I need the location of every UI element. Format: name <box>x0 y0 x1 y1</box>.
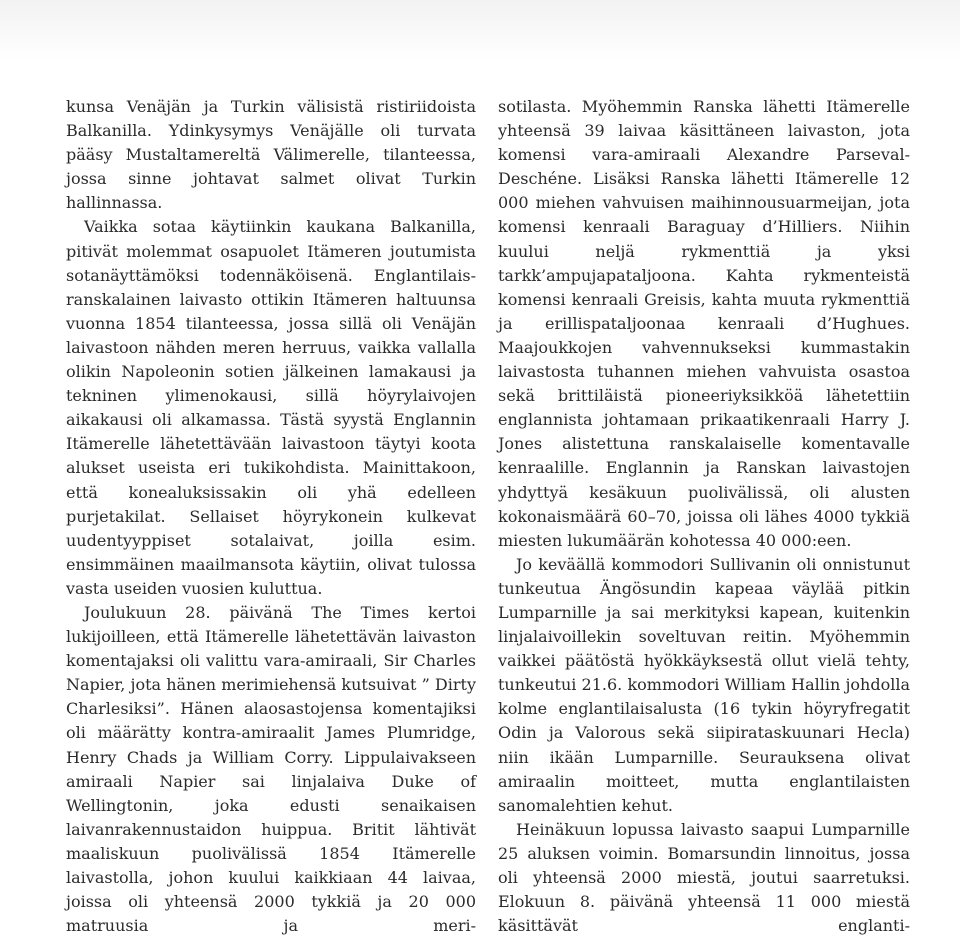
paragraph: Jo keväällä kommodori Sullivanin oli onnistunut tunkeutua Ängösundin kapeaa väylää pitkin Lumparnille ja sai merkityksi kapean, kuitenkin linjalaivoillekin soveltuvan reitin. Myöhemmin vaikkei päätöstä hyökkäyksestä ollut vielä tehty, tunkeutui 21.6. kommodori William Hallin johdolla kolme englantilaisalusta (16 tykin höyryfregatit Odin ja Valorous sekä siipirataskuunari Hecla) niin ikään Lumparnille. Seurauksena olivat amiraalin moitteet, mutta englantilaisten sanomalehtien kehut. <box>498 554 910 815</box>
paragraph: sotilasta. Myöhemmin Ranska lähetti Itämerelle yhteensä 39 laivaa käsittäneen laivaston, jota komensi vara-amiraali Alexandre Parseval-Deschéne. Lisäksi Ranska lähetti Itämerelle 12 000 miehen vahvuisen maihinnousuarmeijan, jota komensi kenraali Baraguay d’Hilliers. Niihin kuului neljä rykmenttiä ja yksi tarkk’ampujapataljoona. Kahta rykmenteistä komensi kenraali Greisis, kahta muuta rykmenttiä ja erillispataljoonaa kenraali d’Hughues. Maajoukkojen vahvennukseksi kummastakin laivastosta tuhannen miehen vahvuista osastoa sekä brittiläistä pioneeriyksikköä lähetettiin englannista johtamaan prikaatikenraali Harry J. Jones alistettuna ranskalaiselle komentavalle kenraalille. Englannin ja Ranskan laivastojen yhdyttyä kesäkuun puolivälissä, oli alusten kokonaismäärä 60–70, joissa oli lähes 4000 tykkiä miesten lukumäärän kohotessa 40 000:een. <box>498 97 910 550</box>
left-column <box>66 95 476 938</box>
paragraph: Heinäkuun lopussa laivasto saapui Lumparnille 25 aluksen voimin. Bomarsundin linnoitus, jossa oli yhteensä 2000 miestä, joutui saarretuksi. Elokuun 8. päivänä yhteensä 11 000 miestä käsittävät englanti- <box>498 819 910 936</box>
right-column <box>498 95 910 938</box>
paragraph: Joulukuun 28. päivänä The Times kertoi lukijoilleen, että Itämerelle lähetettävän laivaston komentajaksi oli valittu vara-amiraali, Sir Charles Napier, jota hänen merimiehensä kutsuivat ” Dirty Charlesiksi”. Hänen alaosastojensa komentajiksi oli määrätty kontra-amiraalit James Plumridge, Henry Chads ja William Corry. Lippulaivakseen amiraali Napier sai linjalaiva Duke of Wellingtonin, joka edusti senaikaisen laivanrakennustaidon huippua. Britit lähtivät maaliskuun puolivälissä 1854 Itämerelle laivastolla, johon kuului kaikkiaan 44 laivaa, joissa oli yhteensä 2000 tykkiä ja 20 000 matruusia ja meri- <box>66 602 476 936</box>
paragraph: kunsa Venäjän ja Turkin välisistä ristiriidoista Balkanilla. Ydinkysymys Venäjälle oli turvata pääsy Mustaltamereltä Välimerelle, tilanteessa, jossa sinne johtavat salmet olivat Turkin hallinnassa. <box>66 97 476 213</box>
paragraph: Vaikka sotaa käytiinkin kaukana Balkanilla, pitivät molemmat osapuolet Itämeren joutumista sotanäyttämöksi todennäköisenä. Englantilais-ranskalainen laivasto ottikin Itämeren haltuunsa vuonna 1854 tilanteessa, jossa sillä oli Venäjän laivastoon nähden meren herruus, vaikka vallalla olikin Napoleonin sotien jälkeinen lamakausi ja tekninen ylimenokausi, sillä höyrylaivojen aikakausi oli alkamassa. Tästä syystä Englannin Itämerelle lähetettävään laivastoon täytyi koota alukset useista eri tukikohdista. Mainittakoon, että konealuksissakin oli yhä edelleen purjetakilat. Sellaiset höyrykonein kulkevat uudentyyppiset sotalaivat, joilla esim. ensimmäinen maailmansota käytiin, olivat tulossa vasta useiden vuosien kuluttua. <box>66 217 476 598</box>
